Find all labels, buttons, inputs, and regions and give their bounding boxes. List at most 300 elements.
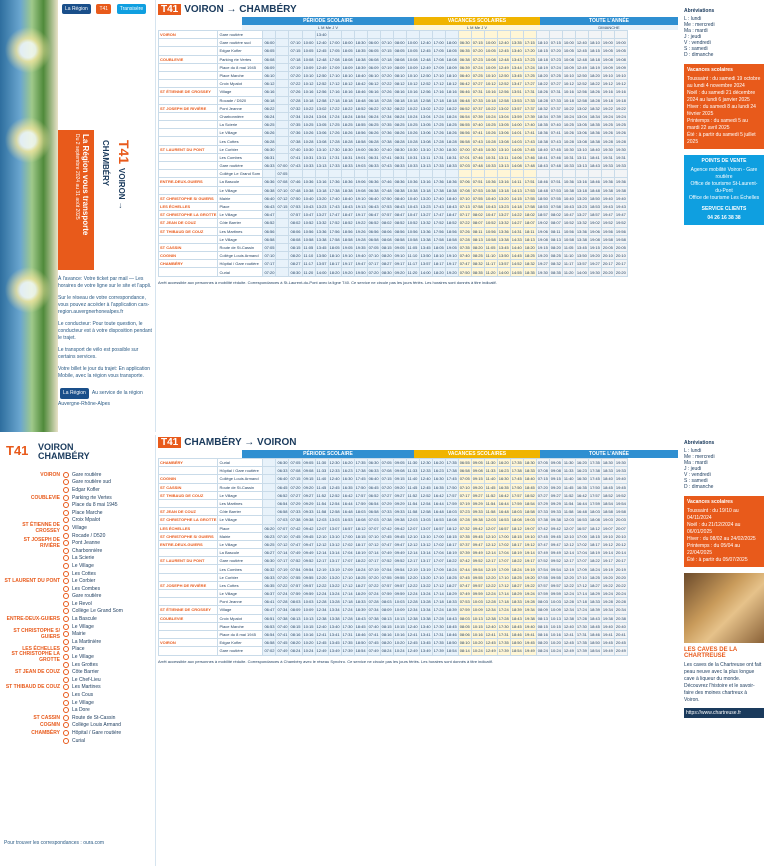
- time-cell: [263, 475, 276, 483]
- time-cell: 06:47: [264, 212, 275, 218]
- time-cell: 17:51: [524, 179, 535, 185]
- time-cell: 12:49: [498, 64, 509, 70]
- holidays-list: [687, 508, 761, 564]
- time-cell: [263, 170, 276, 178]
- time-cell: 07:33: [381, 509, 392, 515]
- abbrev-item: J : jeudi: [684, 466, 702, 472]
- time-cell: 13:10: [498, 146, 509, 152]
- time-cell: 13:07: [329, 525, 340, 531]
- time-cell: 17:31: [498, 632, 509, 638]
- time-cell: 11:10: [485, 253, 496, 259]
- time-cell: 13:05: [316, 122, 327, 128]
- time-cell: 19:18: [602, 97, 613, 103]
- time-cell: 07:15: [472, 40, 483, 46]
- time-cell: 17:47: [329, 212, 340, 218]
- time-cell: [445, 170, 458, 178]
- time-cell: 07:15: [381, 48, 392, 54]
- time-cell: 12:49: [407, 648, 418, 654]
- stop-name: Collège Louis Armand: [72, 722, 121, 729]
- time-cell: 08:52: [394, 220, 405, 226]
- time-cell: 14:27: [511, 220, 522, 226]
- time-cell: 19:08: [615, 56, 626, 62]
- time-cell: 12:22: [563, 582, 574, 588]
- time-cell: 18:43: [537, 163, 548, 169]
- time-cell: 09:15: [394, 476, 405, 482]
- time-cell: [276, 96, 289, 104]
- time-cell: 12:40: [329, 476, 340, 482]
- stop-row: [4, 722, 152, 730]
- time-cell: 18:43: [342, 204, 353, 210]
- time-cell: 08:38: [394, 187, 405, 193]
- commune-cell: COGNIN: [159, 475, 218, 483]
- time-cell: 12:03: [485, 517, 496, 523]
- time-cell: 18:02: [524, 212, 535, 218]
- time-cell: 09:45: [303, 533, 314, 539]
- time-cell: 10:18: [407, 97, 418, 103]
- table-row: [159, 475, 628, 483]
- commune-cell: [159, 622, 218, 630]
- band-all-year: TOUTE L'ANNÉE: [540, 450, 678, 458]
- time-cell: 07:59: [290, 591, 301, 597]
- time-cell: 17:52: [433, 220, 444, 226]
- time-cell: 18:33: [602, 468, 613, 474]
- time-cell: 08:20: [537, 640, 548, 646]
- time-cell: 17:35: [589, 460, 600, 466]
- time-cell: 12:17: [407, 558, 418, 564]
- holiday-item: Printemps : du samedi 5 au mardi 22 avril 2025: [687, 118, 748, 131]
- stop-dot-icon: [63, 548, 69, 554]
- stop-cell: Pont Jeanne: [218, 104, 263, 112]
- time-cell: 12:38: [485, 615, 496, 621]
- time-cell: 10:03: [303, 599, 314, 605]
- table-row: [159, 252, 628, 260]
- time-cell: 10:25: [563, 122, 574, 128]
- time-cell: 18:25: [524, 253, 535, 259]
- stop-cell: Collège Le Grand Som: [218, 170, 263, 178]
- stop-cell: Collège Louis Armand: [218, 252, 263, 260]
- time-cell: 07:28: [459, 517, 470, 523]
- time-cell: 17:59: [511, 501, 522, 507]
- time-cell: 19:10: [355, 195, 366, 201]
- time-cell: 19:40: [355, 253, 366, 259]
- time-cell: 13:49: [329, 648, 340, 654]
- time-cell: 07:42: [381, 525, 392, 531]
- time-cell: 07:10: [264, 253, 275, 259]
- time-cell: 17:33: [433, 163, 444, 169]
- time-cell: [276, 80, 289, 88]
- time-cell: 18:25: [446, 122, 457, 128]
- time-cell: 10:38: [303, 187, 314, 193]
- time-cell: 07:38: [290, 517, 301, 523]
- time-cell: 07:05: [537, 460, 548, 466]
- time-cell: 06:00: [264, 40, 275, 46]
- stops-footer: Pour trouver les correspondances : oura.com: [4, 840, 105, 846]
- stop-cell: Le Village: [218, 540, 263, 548]
- time-cell: 20:49: [615, 648, 626, 654]
- stop-name: Rocade / D520: [72, 532, 106, 539]
- time-cell: 07:24: [472, 64, 483, 70]
- time-cell: 07:40: [368, 623, 379, 629]
- time-cell: 11:33: [563, 468, 574, 474]
- time-cell: 12:17: [316, 558, 327, 564]
- time-cell: 07:38: [381, 138, 392, 144]
- time-cell: 06:38: [264, 187, 275, 193]
- time-cell: 19:26: [602, 130, 613, 136]
- time-cell: 18:39: [355, 607, 366, 613]
- time-cell: 14:33: [511, 236, 522, 242]
- time-cell: 18:35: [589, 122, 600, 128]
- time-cell: 11:30: [485, 460, 496, 466]
- time-cell: 18:17: [511, 541, 522, 547]
- time-cell: 18:39: [511, 607, 522, 613]
- stop-dot-icon: [63, 487, 69, 493]
- time-cell: 07:40: [459, 253, 470, 259]
- time-cell: 11:05: [485, 244, 496, 250]
- time-cell: 17:43: [524, 138, 535, 144]
- time-cell: 18:11: [524, 228, 535, 234]
- time-cell: 07:24: [550, 64, 561, 70]
- time-cell: 19:28: [524, 599, 535, 605]
- promo-link[interactable]: https://www.chartreuse.fr: [684, 708, 764, 718]
- time-cell: 12:07: [407, 525, 418, 531]
- time-cell: 07:41: [290, 154, 301, 160]
- time-cell: 11:20: [303, 269, 314, 275]
- time-cell: 08:08: [394, 56, 405, 62]
- time-cell: 07:08: [459, 187, 470, 193]
- commune-cell: [159, 96, 218, 104]
- stop-dot-icon: [63, 517, 69, 523]
- time-cell: 10:08: [563, 56, 574, 62]
- time-cell: 17:00: [342, 533, 353, 539]
- time-cell: 13:27: [498, 212, 509, 218]
- time-cell: 14:03: [511, 138, 522, 144]
- time-cell: 08:35: [550, 269, 561, 275]
- time-cell: 11:40: [407, 476, 418, 482]
- time-cell: 12:07: [485, 525, 496, 531]
- time-cell: 18:00: [342, 40, 353, 46]
- commune-cell: [159, 137, 218, 145]
- time-cell: 17:38: [355, 468, 366, 474]
- abbrev-item: D : dimanche: [684, 52, 714, 58]
- time-cell: 10:16: [407, 89, 418, 95]
- time-cell: 17:35: [355, 460, 366, 466]
- time-cell: 13:05: [576, 122, 587, 128]
- time-cell: 08:30: [381, 269, 392, 275]
- time-cell: 12:24: [485, 591, 496, 597]
- time-cell: 18:58: [602, 509, 613, 515]
- time-cell: 18:54: [602, 501, 613, 507]
- service-phone[interactable]: 04 26 16 38 38: [707, 215, 741, 221]
- time-cell: 07:12: [277, 195, 288, 201]
- time-cell: 07:15: [290, 476, 301, 482]
- time-cell: 17:22: [329, 105, 340, 111]
- time-cell: 06:58: [368, 236, 379, 242]
- time-cell: [432, 31, 445, 39]
- time-cell: 18:56: [446, 228, 457, 234]
- time-cell: 07:55: [381, 574, 392, 580]
- time-cell: 19:19: [602, 566, 613, 572]
- stop-row: [4, 521, 152, 534]
- time-cell: 12:48: [316, 56, 327, 62]
- time-cell: 14:13: [511, 187, 522, 193]
- time-cell: 19:38: [524, 615, 535, 621]
- time-cell: 09:49: [550, 550, 561, 556]
- time-cell: 18:15: [589, 48, 600, 54]
- time-cell: 14:22: [511, 212, 522, 218]
- time-cell: 07:38: [368, 615, 379, 621]
- time-cell: 18:58: [355, 138, 366, 144]
- table-row: [159, 71, 628, 79]
- time-cell: 06:18: [264, 97, 275, 103]
- time-cell: [263, 491, 276, 499]
- time-cell: 17:28: [329, 138, 340, 144]
- time-cell: 19:15: [589, 244, 600, 250]
- time-cell: 06:30: [459, 40, 470, 46]
- time-cell: 18:33: [589, 599, 600, 605]
- time-cell: 13:13: [420, 163, 431, 169]
- time-cell: 18:56: [355, 130, 366, 136]
- time-cell: 09:33: [303, 509, 314, 515]
- time-cell: 08:15: [290, 623, 301, 629]
- time-cell: 18:41: [537, 154, 548, 160]
- time-cell: 07:41: [381, 154, 392, 160]
- time-cell: 07:59: [537, 591, 548, 597]
- time-cell: 09:38: [394, 517, 405, 523]
- time-cell: 20:17: [602, 261, 613, 267]
- time-cell: 17:30: [576, 623, 587, 629]
- time-cell: 10:09: [303, 607, 314, 613]
- time-cell: 07:55: [537, 574, 548, 580]
- time-cell: 18:35: [524, 269, 535, 275]
- time-cell: 06:33: [368, 468, 379, 474]
- time-cell: 10:00: [303, 40, 314, 46]
- time-cell: 17:28: [342, 615, 353, 621]
- time-cell: 18:40: [342, 195, 353, 201]
- stop-cell: Le Village: [218, 235, 263, 243]
- time-cell: 18:26: [342, 130, 353, 136]
- time-cell: 20:24: [615, 591, 626, 597]
- stop-cell: Collège Louis Armand: [218, 475, 263, 483]
- time-cell: 08:25: [472, 253, 483, 259]
- time-cell: 18:58: [446, 236, 457, 242]
- time-cell: 10:15: [472, 623, 483, 629]
- time-cell: 07:25: [550, 73, 561, 79]
- time-cell: [588, 170, 601, 178]
- commune-cell: COUBLEVIE: [159, 614, 218, 622]
- time-cell: 06:31: [368, 154, 379, 160]
- time-cell: 17:24: [329, 113, 340, 119]
- time-cell: 18:16: [446, 89, 457, 95]
- cover-text: Sur le réseau de votre correspondance, vous pouvez accéder à l'application cars-region.auvergnerhonealpes.fr: [58, 295, 150, 315]
- time-cell: 07:23: [472, 56, 483, 62]
- time-cell: 06:43: [264, 204, 275, 210]
- abbrev-item: V : vendredi: [684, 472, 711, 478]
- time-cell: 06:42: [459, 81, 470, 87]
- time-cell: 07:38: [381, 517, 392, 523]
- time-cell: 19:33: [602, 163, 613, 169]
- holidays-title: Vacances scolaires: [687, 499, 733, 505]
- cover-band-title: La Région vous transporte: [81, 134, 90, 236]
- time-cell: 10:30: [303, 146, 314, 152]
- time-cell: [276, 153, 289, 161]
- time-cell: 12:24: [316, 591, 327, 597]
- commune-cell: [159, 162, 218, 170]
- time-cell: 08:03: [381, 599, 392, 605]
- time-cell: 14:18: [511, 204, 522, 210]
- commune-cell: ST CHRISTOPHE LA GROTTE: [160, 212, 217, 218]
- cover-panel: [0, 0, 156, 432]
- time-cell: 18:33: [355, 599, 366, 605]
- time-cell: 13:32: [420, 220, 431, 226]
- stop-row: [4, 494, 152, 502]
- stop-row: [4, 562, 152, 570]
- time-cell: [471, 31, 484, 39]
- time-cell: 17:25: [524, 73, 535, 79]
- time-cell: 13:14: [329, 550, 340, 556]
- commune-cell: ST THIBAUD DE COUZ: [159, 227, 218, 235]
- time-cell: 12:58: [498, 97, 509, 103]
- time-cell: 08:30: [394, 146, 405, 152]
- time-cell: 14:00: [511, 122, 522, 128]
- time-cell: 10:12: [563, 81, 574, 87]
- time-cell: 19:16: [615, 89, 626, 95]
- time-cell: 18:57: [537, 212, 548, 218]
- time-cell: 06:56: [368, 228, 379, 234]
- stop-row: [4, 486, 152, 494]
- time-cell: 07:45: [472, 146, 483, 152]
- time-cell: 12:20: [407, 574, 418, 580]
- time-cell: 18:10: [537, 40, 548, 46]
- time-cell: 08:20: [472, 244, 483, 250]
- time-cell: 06:23: [264, 533, 275, 539]
- time-cell: 10:26: [485, 130, 496, 136]
- time-cell: 18:19: [511, 550, 522, 556]
- time-cell: 07:45: [381, 533, 392, 539]
- time-cell: 06:24: [368, 113, 379, 119]
- time-cell: 17:14: [576, 591, 587, 597]
- time-cell: 11:52: [316, 492, 327, 498]
- table-row: [159, 565, 628, 573]
- time-cell: 12:52: [329, 492, 340, 498]
- commune-cell: ENTRE-DEUX-GUIERS: [159, 178, 218, 186]
- time-cell: 16:44: [498, 501, 509, 507]
- time-cell: 06:10: [368, 73, 379, 79]
- stop-cell: Village: [218, 606, 263, 614]
- time-cell: 17:09: [433, 64, 444, 70]
- time-cell: 11:58: [407, 509, 418, 515]
- time-cell: 09:55: [303, 574, 314, 580]
- time-cell: 18:54: [524, 501, 535, 507]
- time-cell: 07:54: [537, 566, 548, 572]
- time-cell: [276, 235, 289, 243]
- commune-cell: COUBLEVIE: [159, 55, 218, 63]
- commune-cell: [159, 573, 218, 581]
- time-cell: 07:19: [368, 566, 379, 572]
- time-cell: 17:35: [433, 640, 444, 646]
- time-cell: 18:29: [589, 591, 600, 597]
- time-cell: 19:45: [615, 484, 626, 490]
- stop-cell: Gare routière sud: [218, 39, 263, 47]
- time-cell: 13:51: [511, 89, 522, 95]
- table-row: [159, 96, 628, 104]
- logo-transisere: Transisère: [117, 4, 146, 14]
- time-cell: 07:33: [537, 509, 548, 515]
- time-cell: 12:45: [420, 484, 431, 490]
- time-cell: 12:41: [485, 632, 496, 638]
- time-cell: 10:22: [303, 105, 314, 111]
- time-cell: 19:28: [602, 138, 613, 144]
- time-cell: 07:31: [472, 89, 483, 95]
- time-cell: 18:33: [446, 163, 457, 169]
- time-cell: 13:49: [420, 648, 431, 654]
- time-cell: 10:05: [563, 48, 574, 54]
- time-cell: 20:20: [615, 574, 626, 580]
- time-cell: 13:13: [316, 163, 327, 169]
- time-cell: 08:13: [472, 236, 483, 242]
- stop-name: Gare routière: [72, 471, 102, 478]
- time-cell: 20:05: [602, 244, 613, 250]
- time-cell: [341, 170, 354, 178]
- band-school: PÉRIODE SCOLAIRE: [242, 450, 414, 458]
- time-cell: 13:04: [316, 113, 327, 119]
- time-cell: 19:47: [355, 261, 366, 267]
- time-cell: 10:40: [563, 195, 574, 201]
- time-cell: 07:31: [550, 89, 561, 95]
- time-cell: 07:39: [550, 113, 561, 119]
- time-cell: 08:03: [290, 599, 301, 605]
- time-cell: 16:30: [433, 476, 444, 482]
- time-cell: 09:20: [550, 484, 561, 490]
- time-cell: 06:40: [277, 476, 288, 482]
- time-cell: 18:24: [589, 566, 600, 572]
- time-cell: 17:35: [446, 460, 457, 466]
- time-cell: 13:50: [316, 253, 327, 259]
- time-cell: 06:25: [264, 122, 275, 128]
- time-cell: 19:30: [589, 269, 600, 275]
- time-cell: 20:10: [602, 253, 613, 259]
- time-cell: 13:16: [576, 179, 587, 185]
- stop-dot-icon: [63, 624, 69, 630]
- time-cell: 10:33: [303, 163, 314, 169]
- time-cell: 10:03: [472, 599, 483, 605]
- time-cell: 09:47: [472, 541, 483, 547]
- time-cell: 17:04: [576, 550, 587, 556]
- commune-cell: ST ÉTIENNE DE CROSSEY: [159, 606, 218, 614]
- time-cell: 10:09: [407, 64, 418, 70]
- time-cell: 12:12: [316, 541, 327, 547]
- time-cell: 07:08: [381, 468, 392, 474]
- time-cell: 07:49: [381, 550, 392, 556]
- time-cell: 19:50: [355, 269, 366, 275]
- time-cell: 17:31: [524, 89, 535, 95]
- time-cell: 19:14: [602, 550, 613, 556]
- time-cell: 06:12: [368, 81, 379, 87]
- time-cell: 07:03: [368, 517, 379, 523]
- time-cell: 18:58: [342, 236, 353, 242]
- time-cell: 17:24: [498, 607, 509, 613]
- stop-dot-icon: [63, 738, 69, 744]
- time-cell: 11:17: [563, 261, 574, 267]
- stop-row: [4, 729, 152, 737]
- time-cell: 16:44: [576, 501, 587, 507]
- time-cell: 07:58: [472, 204, 483, 210]
- time-cell: 17:04: [342, 550, 353, 556]
- abbrev-item: Me : mercredi: [684, 454, 715, 460]
- time-cell: 12:45: [316, 640, 327, 646]
- time-cell: 18:36: [446, 179, 457, 185]
- stop-row: [4, 501, 152, 509]
- time-cell: 17:35: [576, 640, 587, 646]
